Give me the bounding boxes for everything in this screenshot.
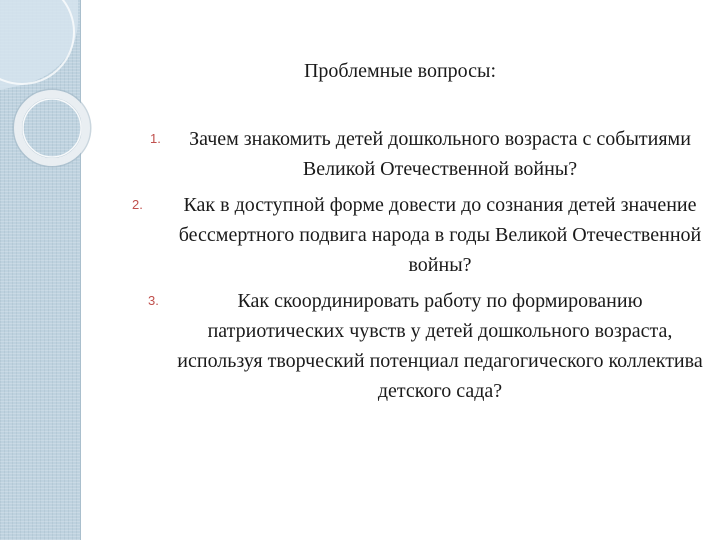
question-text-3: Как скоординировать работу по формированию патриотических чувств у детей дошкольного возраста, используя творческий потенциал педагогического коллектива детского сада? (177, 290, 703, 402)
question-text-2: Как в доступной форме довести до сознания детей значение бессмертного подвига народа в годы Великой Отечественной войны? (178, 194, 702, 276)
decorative-inner-ring (23, 99, 81, 157)
question-item-1 (118, 124, 710, 184)
slide-title: Проблемные вопросы: (303, 60, 497, 82)
question-item-3 (118, 286, 710, 406)
question-number-3: 3. (148, 293, 159, 308)
decorative-rings-graphic (0, 0, 90, 190)
question-number-2: 2. (132, 197, 143, 212)
question-number-1: 1. (150, 131, 161, 146)
question-item-2 (118, 190, 710, 280)
questions-list (118, 124, 710, 412)
decorative-arc-shape (0, 0, 78, 90)
question-text-1: Зачем знакомить детей дошкольного возраста с событиями Великой Отечественной войны? (189, 128, 691, 180)
decorative-ring (18, 94, 86, 162)
